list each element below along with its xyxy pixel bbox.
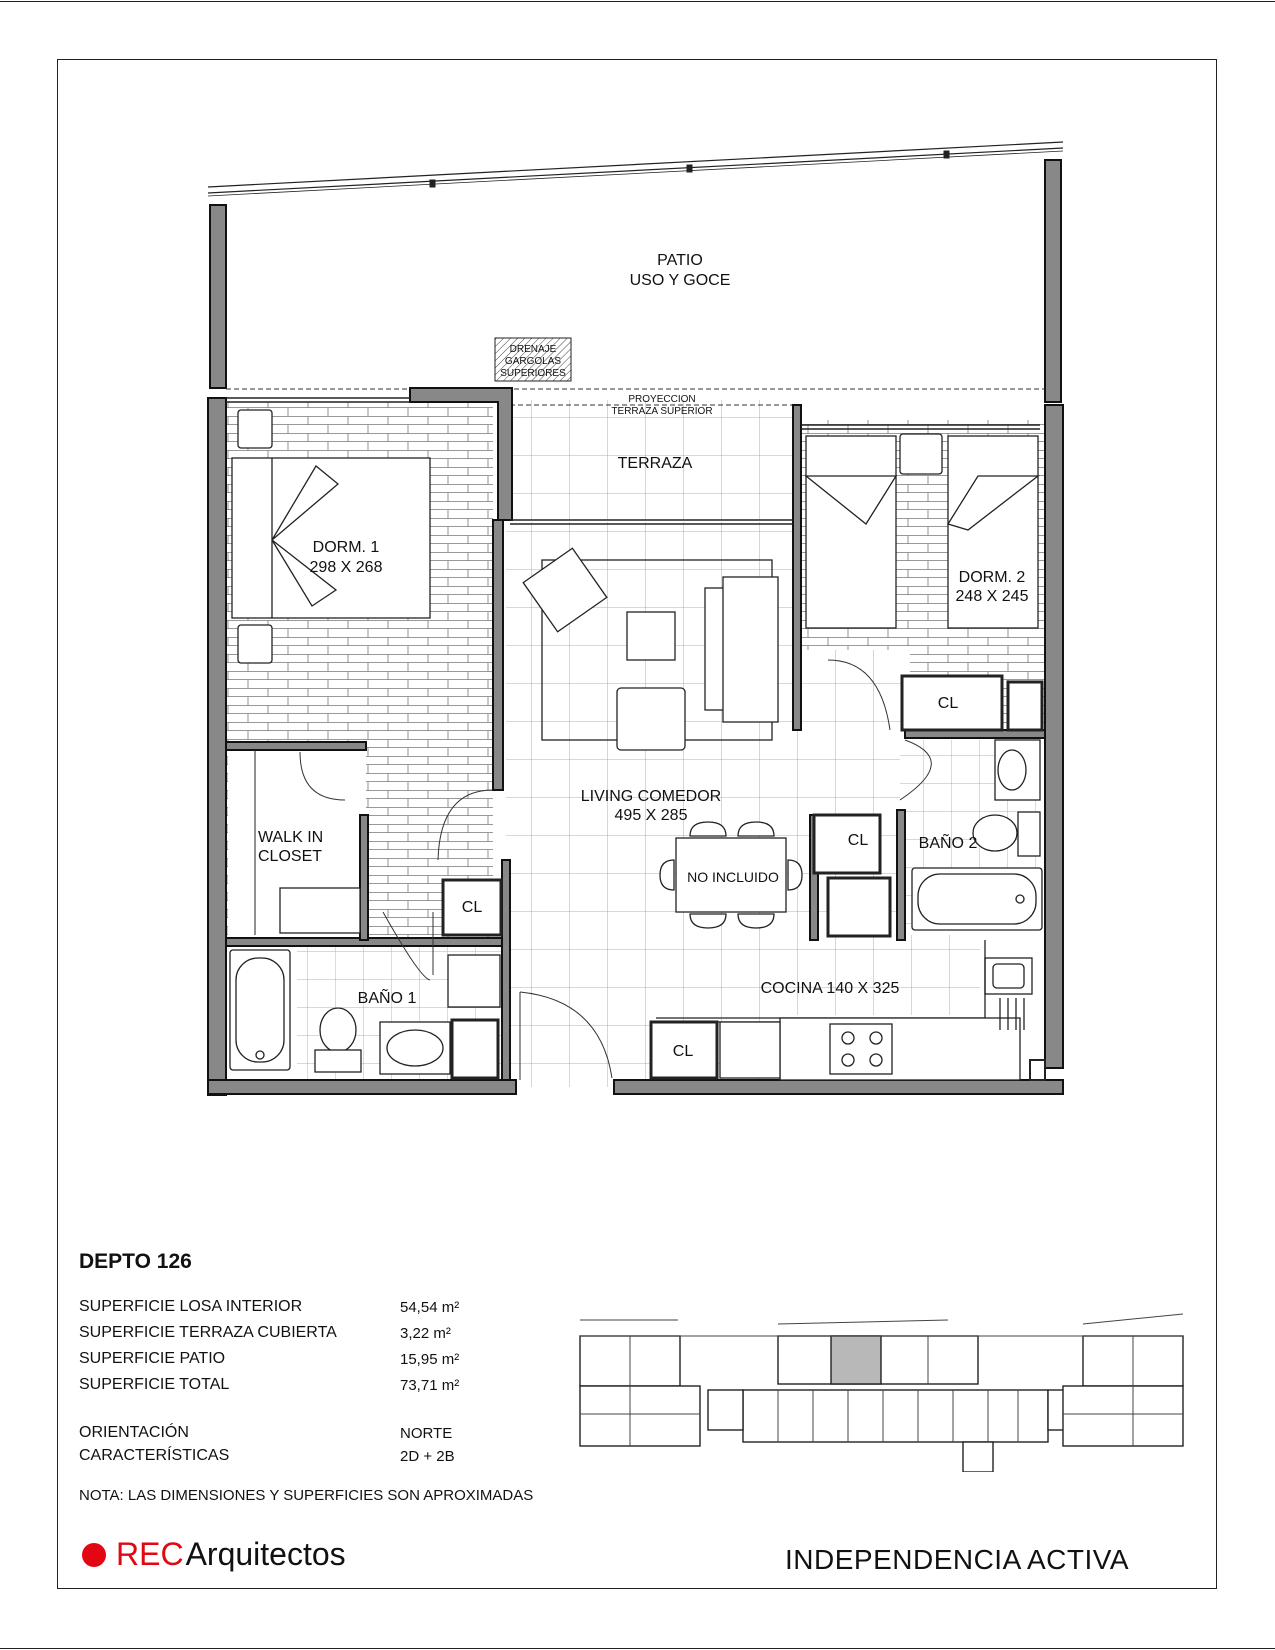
wall-south-left <box>208 1080 516 1094</box>
dorm2-dims: 248 X 245 <box>955 588 1029 605</box>
dorm2-nightstand <box>900 434 942 474</box>
walkin-label-2: CLOSET <box>258 848 323 865</box>
living-dims: 495 X 285 <box>614 807 688 824</box>
area-interior-value: 54,54 m² <box>400 1299 460 1316</box>
project-name: INDEPENDENCIA ACTIVA <box>785 1544 1130 1575</box>
dorm2-closet-2 <box>1008 682 1042 730</box>
kitchen-hob <box>830 1024 892 1074</box>
kitchen-label: COCINA 140 X 325 <box>760 980 900 997</box>
kitchen-fridge <box>720 1022 780 1078</box>
area-total-value: 73,71 m² <box>400 1377 460 1394</box>
walkin-label-1: WALK IN <box>258 829 324 846</box>
walkin-shelf <box>280 888 360 933</box>
dorm2-name: DORM. 2 <box>958 569 1026 586</box>
bath2-label: BAÑO 2 <box>918 835 978 852</box>
unit-title: DEPTO 126 <box>79 1250 192 1273</box>
wall-dorm2-west <box>793 405 801 730</box>
wall-south-right <box>614 1080 1063 1094</box>
drain-label-1: DRENAJE <box>509 344 557 355</box>
bath1-washer <box>448 955 500 1007</box>
projection-label-1: PROYECCION <box>628 394 696 405</box>
patio-railing <box>208 142 1063 196</box>
dorm1-name: DORM. 1 <box>312 539 380 556</box>
bottom-rule <box>0 1648 1275 1649</box>
closet-label-dorm2: CL <box>937 695 959 712</box>
patio-subtitle: USO Y GOCE <box>629 272 731 289</box>
features-label: CARACTERÍSTICAS <box>79 1447 230 1464</box>
wall-walkin-north <box>226 742 366 750</box>
orientation-label: ORIENTACIÓN <box>79 1424 189 1441</box>
patio-wall-left <box>210 205 226 388</box>
dorm1-nightstand-2 <box>238 625 272 663</box>
dorm1-nightstand-1 <box>238 410 272 448</box>
closet-label-kitchen: CL <box>847 832 869 849</box>
wall-east <box>1045 405 1063 1068</box>
wall-walkin-east <box>360 815 368 940</box>
dimensions-note: NOTA: LAS DIMENSIONES Y SUPERFICIES SON APROXIMADAS <box>79 1487 534 1504</box>
living-name: LIVING COMEDOR <box>580 788 722 805</box>
area-terrace-value: 3,22 m² <box>400 1325 451 1342</box>
closet-label-entry: CL <box>672 1043 694 1060</box>
bath1-toilet <box>320 1008 356 1052</box>
bath1-label: BAÑO 1 <box>357 990 417 1007</box>
armchair-2 <box>617 688 685 750</box>
closet-label-dorm1: CL <box>461 899 483 916</box>
dining-not-included: NO INCLUIDO <box>687 869 779 885</box>
wall-west <box>208 398 226 1095</box>
projection-label-2: TERRAZA SUPERIOR <box>611 406 713 417</box>
key-plan <box>578 1312 1190 1472</box>
area-patio-label: SUPERFICIE PATIO <box>79 1350 226 1367</box>
bath2-toilet <box>973 815 1017 851</box>
drain-label-3: SUPERIORES <box>500 368 566 379</box>
logo-rec-text: REC <box>116 1536 184 1572</box>
orientation-value: NORTE <box>400 1425 453 1442</box>
wall-bath1-east <box>502 860 510 1080</box>
area-total-label: SUPERFICIE TOTAL <box>79 1376 230 1393</box>
red-dot-icon <box>82 1543 106 1567</box>
logo-arquitectos-text: Arquitectos <box>185 1536 346 1572</box>
key-plan-unit-highlight <box>831 1336 881 1384</box>
rec-logo <box>82 1536 346 1573</box>
dorm1-dims: 298 X 268 <box>309 559 383 576</box>
area-patio-value: 15,95 m² <box>400 1351 460 1368</box>
patio-title: PATIO <box>657 252 703 269</box>
wall-bath2-west <box>897 810 905 940</box>
area-terrace-label: SUPERFICIE TERRAZA CUBIERTA <box>79 1324 337 1341</box>
patio-wall-right <box>1045 160 1061 402</box>
kitchen-floor-2 <box>790 935 980 1015</box>
dorm2-bed-1 <box>806 436 896 628</box>
features-value: 2D + 2B <box>400 1448 455 1465</box>
kitchen-counter <box>780 1018 1020 1080</box>
drain-label-2: GARGOLAS <box>504 356 562 367</box>
coffee-table <box>627 612 675 660</box>
wall-dorm1-east <box>493 520 503 790</box>
area-interior-label: SUPERFICIE LOSA INTERIOR <box>79 1298 303 1315</box>
kitchen-tall-cabinet <box>828 878 890 936</box>
terrace-label: TERRAZA <box>617 455 693 472</box>
